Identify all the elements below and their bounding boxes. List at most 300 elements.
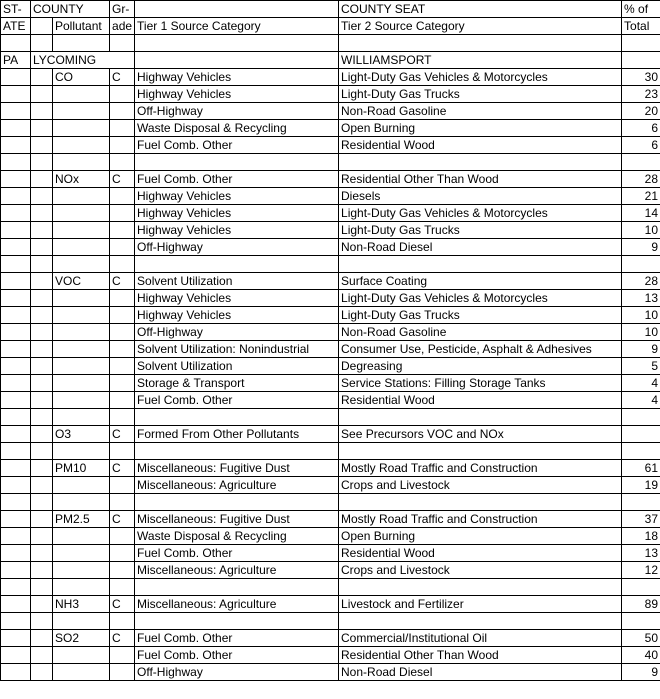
grade-cell: C	[110, 171, 135, 188]
empty-cell	[31, 290, 53, 307]
empty-cell	[53, 613, 110, 630]
table-row	[1, 647, 660, 664]
empty-cell	[110, 545, 135, 562]
header-pollutant: Pollutant	[53, 18, 110, 35]
pollutant-cell: SO2	[53, 630, 110, 647]
header-total: Total	[622, 18, 660, 35]
empty-cell	[1, 443, 31, 460]
empty-cell	[110, 222, 135, 239]
empty-cell	[110, 188, 135, 205]
empty-cell	[1, 69, 31, 86]
table-row	[1, 188, 660, 205]
empty-cell	[1, 188, 31, 205]
empty-cell	[135, 35, 339, 52]
table-row	[1, 239, 660, 256]
empty-cell	[1, 222, 31, 239]
tier1-cell: Formed From Other Pollutants	[135, 426, 339, 443]
header-county-2	[31, 18, 53, 35]
tier2-cell: Consumer Use, Pesticide, Asphalt & Adhesives	[339, 341, 622, 358]
tier1-cell: Highway Vehicles	[135, 290, 339, 307]
empty-cell	[53, 528, 110, 545]
empty-cell	[1, 494, 31, 511]
empty-cell	[53, 341, 110, 358]
empty-cell	[110, 324, 135, 341]
empty-cell	[1, 477, 31, 494]
header-grade: Gr-	[110, 1, 135, 18]
empty-cell	[1, 664, 31, 681]
table-row	[1, 562, 660, 579]
pollutant-cell: CO	[53, 69, 110, 86]
tier2-cell: Light-Duty Gas Trucks	[339, 86, 622, 103]
tier1-cell: Fuel Comb. Other	[135, 137, 339, 154]
header-county-seat: COUNTY SEAT	[339, 1, 622, 18]
tier1-cell: Miscellaneous: Fugitive Dust	[135, 460, 339, 477]
table-row	[1, 375, 660, 392]
empty-cell	[31, 443, 53, 460]
tier1-cell: Highway Vehicles	[135, 307, 339, 324]
tier1-cell: Fuel Comb. Other	[135, 647, 339, 664]
tier2-cell: Light-Duty Gas Vehicles & Motorcycles	[339, 69, 622, 86]
tier1-cell: Fuel Comb. Other	[135, 545, 339, 562]
empty-cell	[1, 409, 31, 426]
empty-cell	[1, 324, 31, 341]
table-row	[1, 545, 660, 562]
empty-cell	[31, 154, 53, 171]
tier1-cell: Off-Highway	[135, 103, 339, 120]
empty-cell	[53, 86, 110, 103]
header-grade-2: ade	[110, 18, 135, 35]
empty-cell	[110, 358, 135, 375]
empty-cell	[53, 137, 110, 154]
empty-cell	[31, 528, 53, 545]
tier2-cell: Degreasing	[339, 358, 622, 375]
empty-cell	[31, 426, 53, 443]
table-row	[1, 307, 660, 324]
empty-cell	[53, 120, 110, 137]
empty-cell	[53, 477, 110, 494]
empty-cell	[135, 443, 339, 460]
empty-cell	[339, 443, 622, 460]
empty-cell	[31, 69, 53, 86]
table-row	[1, 103, 660, 120]
empty-cell	[110, 477, 135, 494]
empty-cell	[110, 579, 135, 596]
empty-cell	[1, 647, 31, 664]
header-state-2: ATE	[1, 18, 31, 35]
spacer-row	[1, 494, 660, 511]
empty-cell	[31, 664, 53, 681]
empty-cell	[135, 154, 339, 171]
pct-cell: 61	[622, 460, 660, 477]
empty-cell	[53, 222, 110, 239]
empty-cell	[31, 120, 53, 137]
tier2-cell: Residential Wood	[339, 545, 622, 562]
spacer-row	[1, 35, 660, 52]
empty-cell	[110, 205, 135, 222]
empty-cell	[339, 494, 622, 511]
empty-cell	[622, 35, 660, 52]
empty-cell	[31, 630, 53, 647]
pct-cell: 10	[622, 307, 660, 324]
table-row	[1, 460, 660, 477]
empty-cell	[31, 188, 53, 205]
pct-cell: 28	[622, 171, 660, 188]
pct-cell: 40	[622, 647, 660, 664]
empty-cell	[1, 375, 31, 392]
empty-cell	[1, 290, 31, 307]
spacer-row	[1, 443, 660, 460]
empty-cell	[31, 205, 53, 222]
grade-cell: C	[110, 460, 135, 477]
empty-cell	[622, 52, 660, 69]
empty-cell	[339, 35, 622, 52]
tier2-cell: Light-Duty Gas Vehicles & Motorcycles	[339, 205, 622, 222]
empty-cell	[339, 579, 622, 596]
table-row	[1, 120, 660, 137]
empty-cell	[622, 256, 660, 273]
empty-cell	[31, 613, 53, 630]
empty-cell	[31, 392, 53, 409]
empty-cell	[53, 103, 110, 120]
empty-cell	[1, 154, 31, 171]
pct-cell: 9	[622, 664, 660, 681]
empty-cell	[110, 239, 135, 256]
empty-cell	[110, 375, 135, 392]
tier1-cell: Highway Vehicles	[135, 86, 339, 103]
tier2-cell: Non-Road Diesel	[339, 239, 622, 256]
empty-cell	[622, 613, 660, 630]
pct-cell: 18	[622, 528, 660, 545]
pollutant-cell: PM10	[53, 460, 110, 477]
pct-cell: 13	[622, 290, 660, 307]
empty-cell	[53, 392, 110, 409]
tier1-cell: Miscellaneous: Agriculture	[135, 596, 339, 613]
empty-cell	[31, 545, 53, 562]
empty-cell	[110, 341, 135, 358]
table-row	[1, 324, 660, 341]
table-row	[1, 222, 660, 239]
empty-cell	[53, 154, 110, 171]
tier1-cell: Off-Highway	[135, 324, 339, 341]
empty-cell	[53, 664, 110, 681]
empty-cell	[31, 256, 53, 273]
table-row	[1, 290, 660, 307]
tier1-cell: Off-Highway	[135, 239, 339, 256]
empty-cell	[1, 103, 31, 120]
empty-cell	[53, 188, 110, 205]
empty-cell	[1, 545, 31, 562]
empty-cell	[31, 579, 53, 596]
empty-cell	[31, 647, 53, 664]
table-row	[1, 205, 660, 222]
table-row	[1, 358, 660, 375]
tier1-cell: Waste Disposal & Recycling	[135, 528, 339, 545]
empty-cell	[31, 596, 53, 613]
pct-cell	[622, 426, 660, 443]
empty-cell	[1, 596, 31, 613]
empty-cell	[339, 154, 622, 171]
county-name-cell: LYCOMING	[31, 52, 135, 69]
table-row	[1, 596, 660, 613]
tier2-cell: Light-Duty Gas Trucks	[339, 222, 622, 239]
tier2-cell: Residential Wood	[339, 137, 622, 154]
tier1-cell: Highway Vehicles	[135, 222, 339, 239]
empty-cell	[1, 256, 31, 273]
empty-cell	[1, 205, 31, 222]
table-row	[1, 273, 660, 290]
tier1-cell: Fuel Comb. Other	[135, 392, 339, 409]
pct-cell: 9	[622, 341, 660, 358]
empty-cell	[110, 562, 135, 579]
empty-cell	[110, 443, 135, 460]
table-row	[1, 511, 660, 528]
tier1-cell: Waste Disposal & Recycling	[135, 120, 339, 137]
tier1-cell: Highway Vehicles	[135, 205, 339, 222]
empty-cell	[622, 494, 660, 511]
table-row	[1, 426, 660, 443]
empty-cell	[135, 256, 339, 273]
empty-cell	[1, 273, 31, 290]
empty-cell	[1, 528, 31, 545]
tier1-cell: Miscellaneous: Fugitive Dust	[135, 511, 339, 528]
tier1-cell: Highway Vehicles	[135, 69, 339, 86]
empty-cell	[110, 664, 135, 681]
tier1-cell: Storage & Transport	[135, 375, 339, 392]
pct-cell: 20	[622, 103, 660, 120]
empty-cell	[1, 511, 31, 528]
pct-cell: 21	[622, 188, 660, 205]
empty-cell	[135, 579, 339, 596]
tier1-cell: Fuel Comb. Other	[135, 171, 339, 188]
empty-cell	[110, 392, 135, 409]
tier2-cell: Commercial/Institutional Oil	[339, 630, 622, 647]
table-row	[1, 137, 660, 154]
pollutant-cell: NH3	[53, 596, 110, 613]
empty-cell	[53, 579, 110, 596]
tier2-cell: Light-Duty Gas Trucks	[339, 307, 622, 324]
empty-cell	[53, 443, 110, 460]
empty-cell	[110, 154, 135, 171]
empty-cell	[1, 171, 31, 188]
empty-cell	[110, 647, 135, 664]
empty-cell	[31, 171, 53, 188]
empty-cell	[135, 409, 339, 426]
tier1-cell: Solvent Utilization: Nonindustrial	[135, 341, 339, 358]
empty-cell	[110, 86, 135, 103]
empty-cell	[1, 137, 31, 154]
empty-cell	[53, 375, 110, 392]
pollutant-cell: NOx	[53, 171, 110, 188]
empty-cell	[135, 494, 339, 511]
grade-cell: C	[110, 273, 135, 290]
pct-cell: 6	[622, 137, 660, 154]
empty-cell	[622, 443, 660, 460]
tier1-cell: Highway Vehicles	[135, 188, 339, 205]
header-row-1	[1, 1, 660, 18]
empty-cell	[1, 307, 31, 324]
pct-cell: 13	[622, 545, 660, 562]
pct-cell: 28	[622, 273, 660, 290]
pct-cell: 30	[622, 69, 660, 86]
tier2-cell: Non-Road Gasoline	[339, 103, 622, 120]
pct-cell: 50	[622, 630, 660, 647]
empty-cell	[31, 35, 53, 52]
pct-cell: 4	[622, 392, 660, 409]
empty-cell	[53, 358, 110, 375]
empty-cell	[1, 426, 31, 443]
empty-cell	[110, 137, 135, 154]
tier2-cell: Residential Wood	[339, 392, 622, 409]
table-row	[1, 69, 660, 86]
tier2-cell: Crops and Livestock	[339, 477, 622, 494]
table-row	[1, 171, 660, 188]
empty-cell	[1, 120, 31, 137]
pct-cell: 6	[622, 120, 660, 137]
empty-cell	[110, 307, 135, 324]
spacer-row	[1, 409, 660, 426]
empty-cell	[135, 52, 339, 69]
header-pct: % of	[622, 1, 660, 18]
tier2-cell: Crops and Livestock	[339, 562, 622, 579]
tier1-cell: Miscellaneous: Agriculture	[135, 477, 339, 494]
header-row-2	[1, 18, 660, 35]
tier1-cell: Fuel Comb. Other	[135, 630, 339, 647]
tier2-cell: Non-Road Diesel	[339, 664, 622, 681]
pollutant-cell: VOC	[53, 273, 110, 290]
table-row	[1, 630, 660, 647]
pct-cell: 37	[622, 511, 660, 528]
empty-cell	[135, 613, 339, 630]
empty-cell	[110, 409, 135, 426]
tier2-cell: Light-Duty Gas Vehicles & Motorcycles	[339, 290, 622, 307]
county-row	[1, 52, 660, 69]
table-row	[1, 86, 660, 103]
empty-cell	[53, 324, 110, 341]
spacer-row	[1, 579, 660, 596]
pct-cell: 23	[622, 86, 660, 103]
empty-cell	[339, 409, 622, 426]
tier2-cell: Mostly Road Traffic and Construction	[339, 460, 622, 477]
empty-cell	[31, 86, 53, 103]
empty-cell	[622, 409, 660, 426]
empty-cell	[1, 392, 31, 409]
empty-cell	[31, 562, 53, 579]
grade-cell: C	[110, 426, 135, 443]
header-blank	[135, 1, 339, 18]
tier1-cell: Off-Highway	[135, 664, 339, 681]
tier2-cell: Livestock and Fertilizer	[339, 596, 622, 613]
grade-cell: C	[110, 630, 135, 647]
spacer-row	[1, 154, 660, 171]
empty-cell	[53, 562, 110, 579]
empty-cell	[53, 256, 110, 273]
table-row	[1, 392, 660, 409]
header-state: ST-	[1, 1, 31, 18]
pct-cell: 12	[622, 562, 660, 579]
empty-cell	[31, 511, 53, 528]
empty-cell	[31, 494, 53, 511]
tier2-cell: Open Burning	[339, 528, 622, 545]
tier2-cell: Diesels	[339, 188, 622, 205]
pct-cell: 4	[622, 375, 660, 392]
tier2-cell: Residential Other Than Wood	[339, 647, 622, 664]
empty-cell	[31, 375, 53, 392]
header-tier1: Tier 1 Source Category	[135, 18, 339, 35]
table-row	[1, 664, 660, 681]
empty-cell	[31, 273, 53, 290]
empty-cell	[31, 477, 53, 494]
empty-cell	[339, 256, 622, 273]
tier2-cell: Surface Coating	[339, 273, 622, 290]
empty-cell	[31, 239, 53, 256]
grade-cell: C	[110, 511, 135, 528]
empty-cell	[1, 579, 31, 596]
empty-cell	[339, 613, 622, 630]
tier1-cell: Miscellaneous: Agriculture	[135, 562, 339, 579]
empty-cell	[1, 35, 31, 52]
empty-cell	[110, 35, 135, 52]
spacer-row	[1, 256, 660, 273]
empty-cell	[31, 324, 53, 341]
empty-cell	[110, 613, 135, 630]
empty-cell	[31, 137, 53, 154]
empty-cell	[110, 494, 135, 511]
empty-cell	[1, 86, 31, 103]
grade-cell: C	[110, 596, 135, 613]
tier1-cell: Solvent Utilization	[135, 358, 339, 375]
pct-cell: 9	[622, 239, 660, 256]
empty-cell	[31, 103, 53, 120]
tier2-cell: Open Burning	[339, 120, 622, 137]
tier2-cell: Mostly Road Traffic and Construction	[339, 511, 622, 528]
table-row	[1, 528, 660, 545]
state-cell: PA	[1, 52, 31, 69]
empty-cell	[53, 290, 110, 307]
spacer-row	[1, 613, 660, 630]
empty-cell	[53, 409, 110, 426]
pct-cell: 89	[622, 596, 660, 613]
pct-cell: 19	[622, 477, 660, 494]
grade-cell: C	[110, 69, 135, 86]
tier2-cell: Non-Road Gasoline	[339, 324, 622, 341]
tier2-cell: Service Stations: Filling Storage Tanks	[339, 375, 622, 392]
table-body	[1, 1, 660, 681]
empty-cell	[53, 545, 110, 562]
empty-cell	[31, 341, 53, 358]
empty-cell	[31, 409, 53, 426]
header-county: COUNTY	[31, 1, 110, 18]
empty-cell	[53, 647, 110, 664]
empty-cell	[110, 528, 135, 545]
pct-cell: 5	[622, 358, 660, 375]
empty-cell	[1, 630, 31, 647]
empty-cell	[110, 290, 135, 307]
empty-cell	[31, 307, 53, 324]
empty-cell	[53, 205, 110, 222]
empty-cell	[31, 358, 53, 375]
tier2-cell: Residential Other Than Wood	[339, 171, 622, 188]
empty-cell	[110, 256, 135, 273]
empty-cell	[53, 494, 110, 511]
empty-cell	[1, 613, 31, 630]
pct-cell: 10	[622, 222, 660, 239]
empty-cell	[622, 154, 660, 171]
tier2-cell: See Precursors VOC and NOx	[339, 426, 622, 443]
empty-cell	[622, 579, 660, 596]
empty-cell	[110, 120, 135, 137]
empty-cell	[1, 239, 31, 256]
empty-cell	[110, 103, 135, 120]
